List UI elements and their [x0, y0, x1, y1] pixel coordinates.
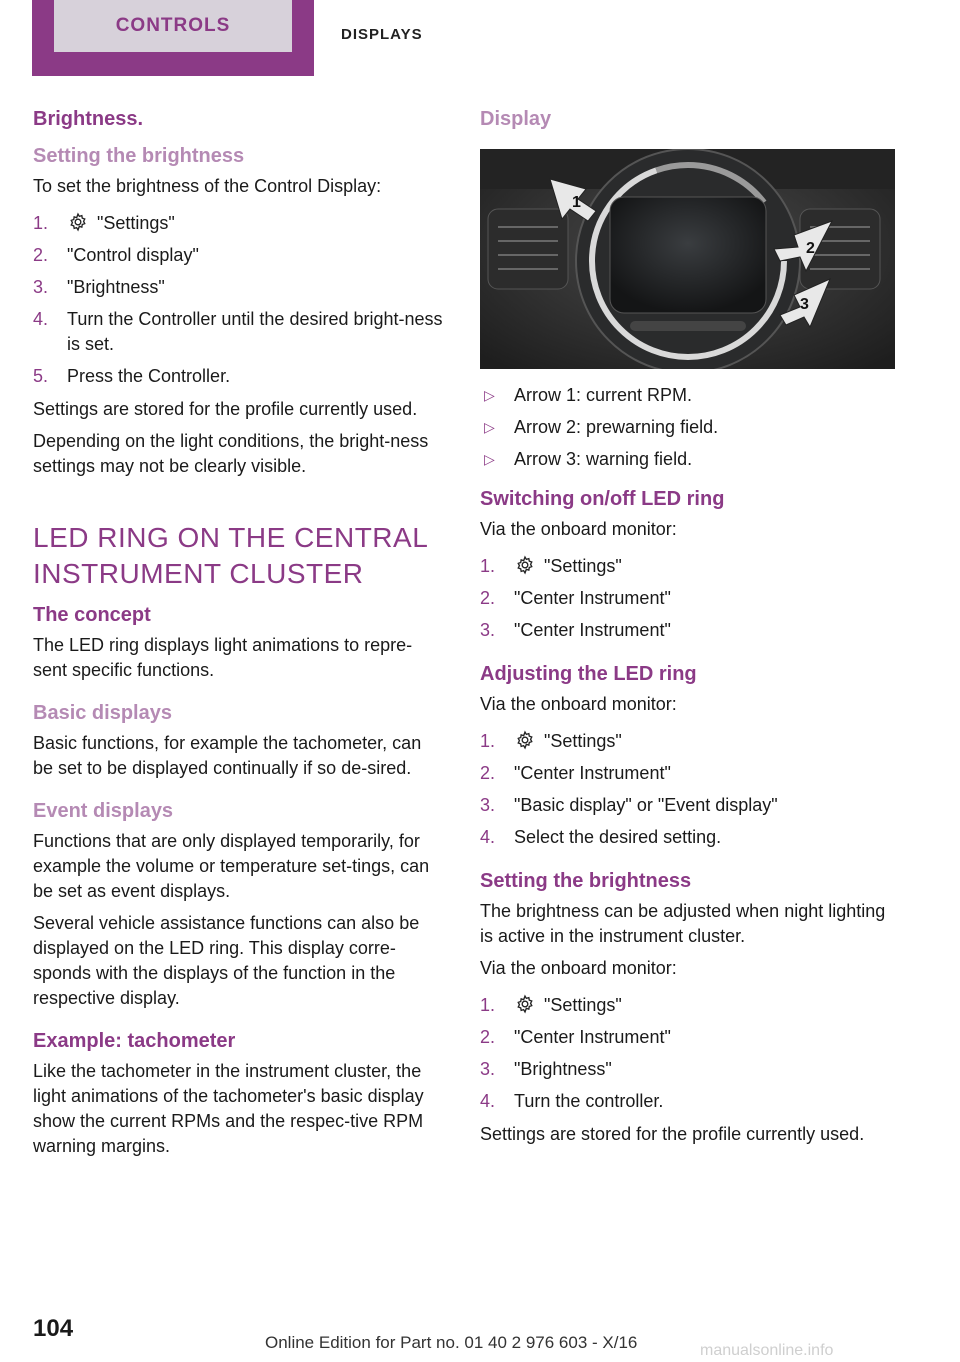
section-title: LED RING ON THE CENTRAL INSTRUMENT CLUSTER	[33, 522, 428, 589]
event-heading: Event displays	[33, 800, 174, 822]
list-item: ▷ Arrow 1: current RPM.	[484, 385, 693, 405]
gear-icon	[67, 212, 89, 232]
list-item: ▷ Arrow 2: prewarning field.	[484, 417, 719, 437]
page-number: 104	[33, 1315, 74, 1342]
list-item: ▷ Arrow 3: warning field.	[484, 449, 693, 469]
right-brightness-steps	[480, 993, 900, 1114]
tab-controls[interactable]	[32, 0, 314, 76]
svg-text:2: 2	[806, 240, 815, 257]
event-text-2: Several vehicle assistance functions can also be displayed on the LED ring. This display corre‐sponds with the displays of the function in the respective display.	[33, 913, 420, 1008]
switching-heading: Switching on/off LED ring	[480, 488, 725, 510]
list-item: 4. Turn the controller.	[480, 1091, 664, 1111]
event-text-1: Functions that are only displayed temporarily, for example the volume or temperature set‐tings, can be set as event displays.	[33, 831, 430, 901]
adjusting-steps	[480, 729, 900, 850]
arrow-list	[480, 383, 900, 472]
instrument-cluster-image	[480, 149, 895, 369]
setting-brightness-heading: Setting the brightness	[33, 145, 245, 167]
list-item: 1. "Settings"	[480, 556, 622, 576]
list-item: 3. "Center Instrument"	[480, 620, 671, 640]
list-item: 1. "Settings"	[480, 731, 622, 751]
svg-text:1: 1	[572, 194, 581, 211]
list-item: 1. "Settings"	[480, 995, 622, 1015]
list-item: 2. "Center Instrument"	[480, 1027, 671, 1047]
depending-note: Depending on the light conditions, the bright‐ness settings may not be clearly visible.	[33, 431, 429, 476]
list-item: 5. Press the Controller.	[33, 366, 231, 386]
edition-footer: Online Edition for Part no. 01 40 2 976 603 - X/16	[265, 1333, 638, 1352]
switching-steps	[480, 554, 900, 643]
left-column	[33, 108, 445, 1166]
brightness-heading: Brightness.	[33, 108, 144, 130]
gear-icon	[514, 555, 536, 575]
right-brightness-heading: Setting the brightness	[480, 870, 692, 892]
setting-intro: To set the brightness of the Control Display:	[33, 176, 382, 196]
example-heading: Example: tachometer	[33, 1030, 236, 1052]
right-column	[480, 108, 900, 1154]
list-item: 3. "Brightness"	[480, 1059, 612, 1079]
example-text: Like the tachometer in the instrument cluster, the light animations of the tachometer's basic display show the current RPMs and the respec‐tive RPM warning margins.	[33, 1061, 424, 1156]
display-heading: Display	[480, 108, 552, 130]
brightness-steps	[33, 211, 445, 389]
tab-displays[interactable]: DISPLAYS	[341, 26, 423, 43]
right-brightness-intro: Via the onboard monitor:	[480, 958, 677, 978]
basic-heading: Basic displays	[33, 702, 172, 724]
right-brightness-text: The brightness can be adjusted when night lighting is active in the instrument cluster.	[480, 901, 886, 946]
gear-icon	[514, 730, 536, 750]
list-item: 2. "Control display"	[33, 245, 199, 265]
concept-heading: The concept	[33, 604, 151, 626]
list-item: 3. "Basic display" or "Event display"	[480, 795, 778, 815]
list-item: 4. Turn the Controller until the desired bright‐ness is set.	[33, 309, 443, 354]
stored-note: Settings are stored for the profile currently used.	[33, 399, 418, 419]
list-item: 2. "Center Instrument"	[480, 588, 671, 608]
list-item: 3. "Brightness"	[33, 277, 165, 297]
right-stored-note: Settings are stored for the profile currently used.	[480, 1124, 865, 1144]
adjusting-heading: Adjusting the LED ring	[480, 663, 697, 685]
adjusting-intro: Via the onboard monitor:	[480, 694, 677, 714]
list-item: 4. Select the desired setting.	[480, 827, 722, 847]
concept-text: The LED ring displays light animations to repre‐sent specific functions.	[33, 635, 413, 680]
basic-text: Basic functions, for example the tachometer, can be set to be displayed continually if so de‐sired.	[33, 733, 422, 778]
svg-text:3: 3	[800, 296, 809, 313]
list-item: 2. "Center Instrument"	[480, 763, 671, 783]
list-item: 1. "Settings"	[33, 213, 175, 233]
switching-intro: Via the onboard monitor:	[480, 519, 677, 539]
watermark: manualsonline.info	[700, 1342, 834, 1359]
gear-icon	[514, 994, 536, 1014]
tab-controls-label: CONTROLS	[54, 0, 292, 52]
